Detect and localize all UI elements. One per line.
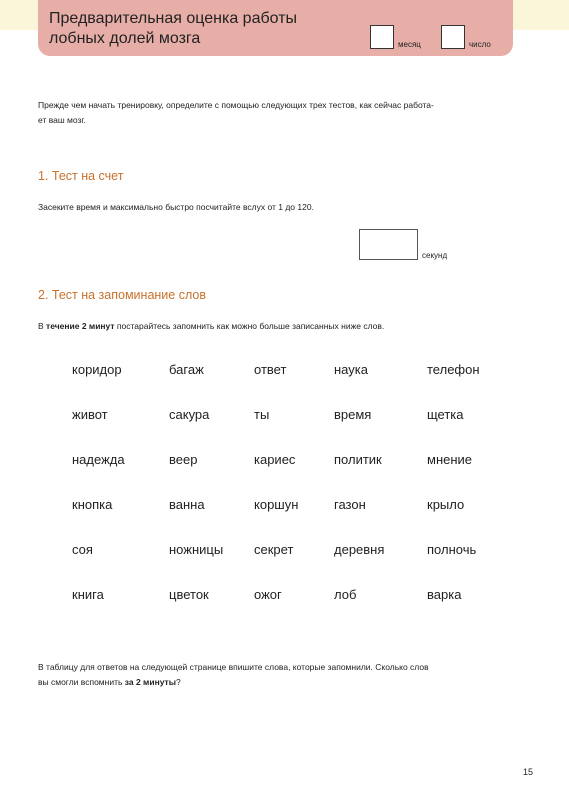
test2-title: 2. Тест на запоминание слов: [38, 288, 206, 302]
memory-word: веер: [169, 452, 198, 467]
intro-line-2: ет ваш мозг.: [38, 115, 86, 125]
memory-word: ты: [254, 407, 270, 422]
memory-word: цветок: [169, 587, 209, 602]
memory-word: ответ: [254, 362, 287, 377]
test1-instruction: Засеките время и максимально быстро посчитайте вслух от 1 до 120.: [38, 202, 314, 212]
memory-word: полночь: [427, 542, 477, 557]
memory-word: ножницы: [169, 542, 224, 557]
outro-line-2-bold: за 2 минуты: [124, 677, 176, 687]
memory-word: ванна: [169, 497, 205, 512]
outro-text: [38, 660, 518, 690]
memory-word: газон: [334, 497, 366, 512]
memory-word: ожог: [254, 587, 282, 602]
test1-title: 1. Тест на счет: [38, 169, 124, 183]
test2-instruction-pre: В: [38, 321, 47, 331]
memory-word: варка: [427, 587, 462, 602]
memory-word: мнение: [427, 452, 473, 467]
day-label: число: [469, 40, 491, 49]
memory-word: книга: [72, 587, 104, 602]
page-title-line-1: Предварительная оценка работы: [49, 10, 298, 27]
month-box[interactable]: [370, 25, 394, 49]
memory-word: живот: [72, 407, 108, 422]
test2-instruction: [38, 319, 518, 333]
memory-word: кариес: [254, 452, 296, 467]
outro-line-2-pre: вы смогли вспомнить: [38, 677, 125, 687]
intro-text: [38, 98, 518, 128]
outro-line-2: [38, 675, 518, 690]
memory-word: сакура: [169, 407, 210, 422]
memory-word: крыло: [427, 497, 465, 512]
memory-word: наука: [334, 362, 368, 377]
intro-line-1: Прежде чем начать тренировку, определите с помощью следующих трех тестов, как сейчас работа-: [38, 100, 434, 110]
test2-instruction-post: постарайтесь запомнить как можно больше записанных ниже слов.: [114, 321, 385, 331]
test2-instruction-bold: течение 2 минут: [46, 321, 115, 331]
outro-line-2-post: ?: [175, 677, 181, 687]
outro-line-1: В таблицу для ответов на следующей странице впишите слова, которые запомнили. Сколько слов: [38, 662, 429, 672]
memory-word: деревня: [334, 542, 385, 557]
memory-word: соя: [72, 542, 93, 557]
day-box[interactable]: [441, 25, 465, 49]
page-title-line-2: лобных долей мозга: [49, 30, 201, 47]
memory-word: щетка: [427, 407, 464, 422]
memory-word: коршун: [254, 497, 299, 512]
memory-word: кнопка: [72, 497, 113, 512]
memory-word: политик: [334, 452, 382, 467]
seconds-answer-box[interactable]: [359, 229, 418, 260]
memory-word: лоб: [334, 587, 357, 602]
memory-word: багаж: [169, 362, 204, 377]
page-header: [38, 0, 513, 56]
memory-word: время: [334, 407, 372, 422]
memory-word: надежда: [72, 452, 125, 467]
memory-word: секрет: [254, 542, 294, 557]
month-label: месяц: [398, 40, 421, 49]
page-title: [49, 9, 349, 49]
memory-word: коридор: [72, 362, 122, 377]
seconds-label: секунд: [422, 251, 448, 260]
memory-word: телефон: [427, 362, 480, 377]
page-number: 15: [523, 767, 534, 777]
